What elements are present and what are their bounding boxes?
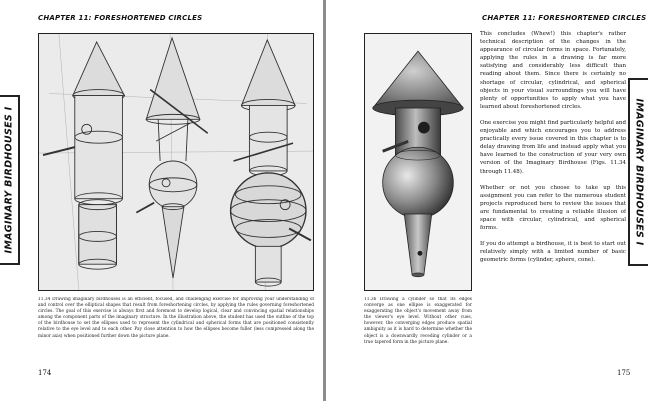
left-page — [0, 0, 323, 401]
birdhouse-sketches-drawing — [39, 34, 313, 290]
chapter-tab-label: IMAGINARY BIRDHOUSES I — [3, 106, 15, 254]
chapter-tab-label: IMAGINARY BIRDHOUSES I — [633, 98, 645, 246]
paragraph: One exercise you might find particularly helpful and enjoyable and which encourages you to address practically every issue covered in this chapter is to delay drawing from life and instead apply what you have learned to the construction of your very own version of the Imaginary Birdhouse (Figs. 11.34 through 11.48). — [480, 119, 626, 175]
chapter-tab — [628, 78, 648, 266]
right-page — [326, 0, 648, 401]
birdhouse-drawing-figure — [364, 33, 472, 291]
figure-caption: 11.36 Drawing a cylinder so that its edges converge as one ellipse is exaggerated for exaggerating the object's movement away from the viewer's eye level. Without other cues, however, the converging edges produce spatial ambiguity as it is hard to determine whether the object is a downwardly receding cylinder or a true tapered form in the picture plane. — [364, 297, 472, 345]
chapter-header: CHAPTER 11: FORESHORTENED CIRCLES — [482, 14, 647, 22]
paragraph: Whether or not you choose to take up this assignment you can refer to the numerous student projects reproduced here to review the issues that are fundamental to creating a reliable illusion of space with circular, cylindrical, and spherical forms. — [480, 184, 626, 232]
page-number: 174 — [38, 369, 52, 377]
page-number: 175 — [617, 369, 631, 377]
paragraph: This concludes (Whew!) this chapter's rather technical description of the changes in the appearance of circular forms in space. Fortunately, applying the rules in a drawing is far more satisfying and considerably less difficult than reading about them. Since there is certainly no shortage of circular, cylindrical, and spherical objects in your visual surroundings you will have plenty of opportunities to apply what you have learned about foreshortened circles. — [480, 31, 626, 110]
chapter-header: CHAPTER 11: FORESHORTENED CIRCLES — [38, 14, 203, 22]
figure-caption: 11.34 Drawing imaginary birdhouses is an efficient, focused, and challenging exercise for improving your understanding of and control over the elliptical shapes that result from foreshortening circles, by applying the rules governing foreshortened circles. The goal of this exercise is always first and foremost to develop logical, clear and convincing spatial relationships among the component parts of the imaginary structure. In the illustration above, the student has used the outline of the top of the birdhouse to set the ellipses used to represent the cylindrical and spherical forms that are positioned consistently relative to the eye level and to each other. Pay close attention to how the ellipses become fuller (less compressed along the minor axis) when positioned further down the picture plane. — [38, 297, 314, 339]
birdhouse-sketches-figure — [38, 33, 314, 291]
birdhouse-drawing — [365, 34, 471, 290]
body-text — [480, 30, 626, 360]
paragraph: If you do attempt a birdhouse, it is best to start out relatively simply with a limited number of basic geometric forms (cylinder, sphere, cone). — [480, 241, 626, 264]
chapter-tab — [0, 95, 20, 265]
